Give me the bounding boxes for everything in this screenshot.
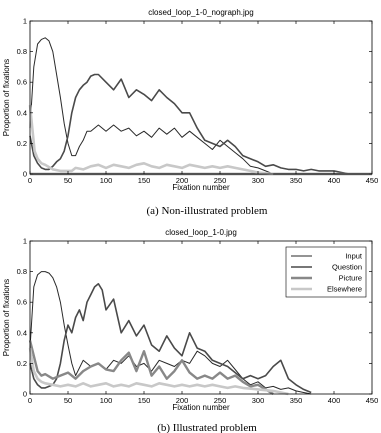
legend-label-input: Input: [345, 251, 362, 261]
x-tick-label: 100: [99, 176, 113, 185]
y-tick-label: 0.2: [16, 138, 27, 148]
x-tick-label: 50: [63, 176, 73, 185]
y-tick-label: 0.6: [16, 297, 27, 307]
chart-panel-a: [2, 8, 378, 217]
x-tick-label: 350: [289, 396, 303, 405]
y-tick-label: 0.4: [16, 328, 27, 338]
legend: [286, 247, 366, 297]
x-tick-label: 250: [213, 396, 227, 405]
y-tick-label: 1: [22, 236, 27, 246]
x-tick-label: 0: [27, 176, 33, 185]
x-tick-label: 300: [251, 396, 265, 405]
y-axis-label: Proportion of fixations: [2, 58, 11, 137]
x-tick-label: 200: [175, 396, 189, 405]
y-tick-label: 0: [22, 169, 27, 179]
chart-panel-b: [2, 228, 378, 433]
x-tick-label: 450: [365, 176, 379, 185]
y-tick-label: 0: [22, 389, 27, 399]
x-tick-label: 200: [175, 176, 189, 185]
series-line-input: [30, 38, 273, 174]
legend-label-question: Question: [331, 262, 362, 272]
x-tick-label: 100: [99, 396, 113, 405]
figure-caption: (b) Illustrated problem: [157, 422, 257, 433]
series-line-question: [30, 75, 349, 175]
y-tick-label: 1: [22, 16, 27, 26]
x-tick-label: 450: [365, 396, 379, 405]
y-axis-label: Proportion of fixations: [2, 278, 11, 357]
legend-label-elsewhere: Elsewhere: [326, 284, 362, 294]
y-tick-label: 0.6: [16, 77, 27, 87]
x-tick-label: 150: [137, 396, 151, 405]
x-axis-label: Fixation number: [172, 183, 230, 192]
legend-label-picture: Picture: [338, 273, 362, 283]
plot-frame: [30, 21, 372, 174]
x-tick-label: 50: [63, 396, 73, 405]
y-tick-label: 0.4: [16, 108, 27, 118]
x-tick-label: 350: [289, 176, 303, 185]
x-tick-label: 400: [327, 176, 341, 185]
chart-title: closed_loop_1-0_nograph.jpg: [148, 8, 254, 17]
y-tick-label: 0.8: [16, 267, 27, 277]
x-tick-label: 0: [27, 396, 33, 405]
x-tick-label: 400: [327, 396, 341, 405]
x-tick-label: 150: [137, 176, 151, 185]
y-tick-label: 0.8: [16, 47, 27, 57]
x-axis-label: Fixation number: [172, 403, 230, 412]
x-tick-label: 300: [251, 176, 265, 185]
y-tick-label: 0.2: [16, 358, 27, 368]
chart-title: closed_loop_1-0.jpg: [165, 228, 237, 237]
x-tick-label: 250: [213, 176, 227, 185]
figure-caption: (a) Non-illustrated problem: [146, 205, 268, 217]
